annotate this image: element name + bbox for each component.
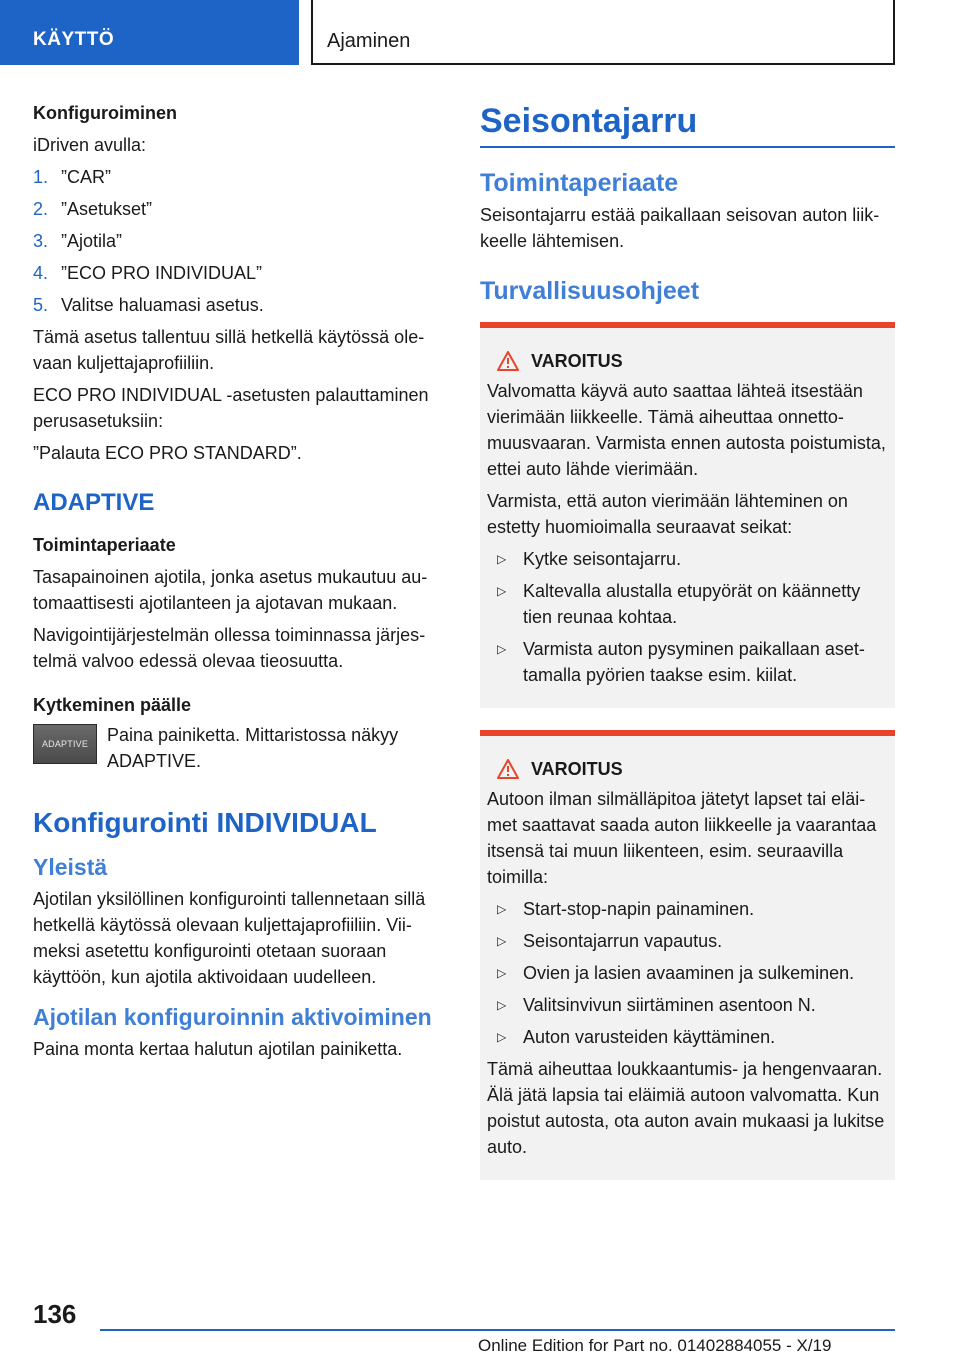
triangle-bullet-icon: ▷ bbox=[497, 902, 507, 916]
safety-heading: Turvallisuusohjeet bbox=[480, 277, 700, 305]
step-item bbox=[33, 292, 448, 318]
warning-triangle-icon bbox=[497, 759, 519, 779]
step-text: ”Asetukset” bbox=[61, 199, 153, 219]
warning-list bbox=[487, 546, 887, 688]
step-item bbox=[33, 196, 448, 222]
list-item-text: Varmista auton pysyminen paikallaan asettamalla pyörien taakse esim. kiilat. bbox=[523, 639, 865, 685]
list-item-text: Kytke seisontajarru. bbox=[523, 549, 682, 569]
left-column bbox=[33, 100, 448, 1068]
warning-title: VAROITUS bbox=[531, 759, 623, 779]
warning-paragraph: Valvomatta käyvä auto saattaa lähteä itsestään vierimään liikkeelle. Tämä aiheuttaa onnettomuusvaaran. Varmista ennen autosta poistumista, ettei auto lähde vierimään. bbox=[487, 381, 886, 479]
general-paragraph: Ajotilan yksilöllinen konfigurointi tallennetaan sillä hetkellä käytössä olevaan kuljettajaprofiiliin. Viimeksi asetettu konfigurointi otetaan suoraan käyttöön, kun ajotila aktivoidaan uudelleen. bbox=[33, 889, 426, 987]
right-principle-heading: Toimintaperiaate bbox=[480, 169, 679, 197]
config-paragraph-2: ECO PRO INDIVIDUAL -asetusten palauttaminen perusasetuksiin: bbox=[33, 385, 429, 431]
warning-paragraph: Autoon ilman silmälläpitoa jätetyt lapset tai eläimet saattavat saada auton liikkeelle ja vaarantaa itsensä tai muun liikenteen, esim. seuraavilla toimilla: bbox=[487, 789, 877, 887]
header-section bbox=[0, 0, 299, 65]
footer-edition: Online Edition for Part no. 01402884055 - X/19 bbox=[478, 1336, 832, 1355]
step-number: 3. bbox=[33, 231, 49, 251]
list-item-text: Valitsinvivun siirtäminen asentoon N. bbox=[523, 995, 816, 1015]
adaptive-button-image bbox=[33, 724, 97, 764]
triangle-bullet-icon: ▷ bbox=[497, 552, 507, 566]
step-item bbox=[33, 260, 448, 286]
warning-title: VAROITUS bbox=[531, 351, 623, 371]
header-chapter bbox=[311, 0, 895, 65]
header-chapter-label: Ajaminen bbox=[327, 30, 411, 52]
config-steps bbox=[33, 164, 448, 318]
warning-list bbox=[487, 896, 887, 1050]
adaptive-heading: ADAPTIVE bbox=[33, 489, 155, 516]
list-item bbox=[487, 960, 887, 986]
list-item-text: Kaltevalla alustalla etupyörät on käännetty tien reunaa kohtaa. bbox=[523, 581, 861, 627]
switch-on-text: Paina painiketta. Mittaristossa näkyy ADAPTIVE. bbox=[107, 725, 399, 771]
step-text: ”Ajotila” bbox=[61, 231, 123, 251]
triangle-bullet-icon: ▷ bbox=[497, 584, 507, 598]
list-item bbox=[487, 578, 887, 630]
section-title: Seisontajarru bbox=[480, 100, 895, 148]
right-principle-paragraph: Seisontajarru estää paikallaan seisovan auton liikkeelle lähtemisen. bbox=[480, 205, 880, 251]
list-item-text: Seisontajarrun vapautus. bbox=[523, 931, 723, 951]
general-heading: Yleistä bbox=[33, 854, 108, 880]
activate-heading: Ajotilan konfiguroinnin aktivoiminen bbox=[33, 1004, 432, 1030]
step-text: ”CAR” bbox=[61, 167, 111, 187]
activate-paragraph: Paina monta kertaa halutun ajotilan painiketta. bbox=[33, 1039, 403, 1059]
list-item bbox=[487, 546, 887, 572]
warning-box-1 bbox=[480, 322, 895, 708]
triangle-bullet-icon: ▷ bbox=[497, 1030, 507, 1044]
warning-title-row bbox=[487, 756, 887, 782]
warning-triangle-icon bbox=[497, 351, 519, 371]
warning-paragraph: Tämä aiheuttaa loukkaantumis- ja hengenvaaran. Älä jätä lapsia tai eläimiä autoon valvomatta. Kun poistut autosta, ota auton avain mukaasi ja lukitse auto. bbox=[487, 1059, 885, 1157]
list-item-text: Ovien ja lasien avaaminen ja sulkeminen. bbox=[523, 963, 855, 983]
right-column bbox=[480, 100, 895, 1202]
config-paragraph-1: Tämä asetus tallentuu sillä hetkellä käytössä olevaan kuljettajaprofiiliin. bbox=[33, 327, 425, 373]
principle-paragraph-1: Tasapainoinen ajotila, jonka asetus mukautuu automaattisesti ajotilanteen ja ajotavan mukaan. bbox=[33, 567, 428, 613]
triangle-bullet-icon: ▷ bbox=[497, 642, 507, 656]
warning-title-row bbox=[487, 348, 887, 374]
individual-heading: Konfigurointi INDIVIDUAL bbox=[33, 807, 377, 838]
list-item-text: Auton varusteiden käyttäminen. bbox=[523, 1027, 776, 1047]
header-section-label: KÄYTTÖ bbox=[33, 29, 115, 50]
config-heading: Konfiguroiminen bbox=[33, 103, 177, 123]
list-item bbox=[487, 928, 887, 954]
step-number: 1. bbox=[33, 167, 49, 187]
step-text: ”ECO PRO INDIVIDUAL” bbox=[61, 263, 263, 283]
step-item bbox=[33, 164, 448, 190]
step-number: 4. bbox=[33, 263, 49, 283]
footer-divider bbox=[100, 1329, 895, 1331]
page-number: 136 bbox=[33, 1299, 77, 1329]
step-number: 5. bbox=[33, 295, 49, 315]
config-intro: iDriven avulla: bbox=[33, 135, 147, 155]
triangle-bullet-icon: ▷ bbox=[497, 998, 507, 1012]
triangle-bullet-icon: ▷ bbox=[497, 934, 507, 948]
list-item-text: Start-stop-napin painaminen. bbox=[523, 899, 755, 919]
principle-paragraph-2: Navigointijärjestelmän ollessa toiminnassa järjestelmä valvoo edessä olevaa tieosuutta. bbox=[33, 625, 426, 671]
adaptive-button-label: ADAPTIVE bbox=[41, 739, 89, 749]
list-item bbox=[487, 992, 887, 1018]
list-item bbox=[487, 896, 887, 922]
triangle-bullet-icon: ▷ bbox=[497, 966, 507, 980]
warning-paragraph: Varmista, että auton vierimään lähteminen on estetty huomioimalla seuraavat seikat: bbox=[487, 491, 848, 537]
config-paragraph-3: ”Palauta ECO PRO STANDARD”. bbox=[33, 443, 302, 463]
step-text: Valitse haluamasi asetus. bbox=[61, 295, 264, 315]
step-number: 2. bbox=[33, 199, 49, 219]
step-item bbox=[33, 228, 448, 254]
list-item bbox=[487, 1024, 887, 1050]
list-item bbox=[487, 636, 887, 688]
switch-on-row bbox=[33, 722, 448, 780]
switch-on-heading: Kytkeminen päälle bbox=[33, 695, 192, 715]
principle-heading: Toimintaperiaate bbox=[33, 535, 176, 555]
warning-box-2 bbox=[480, 730, 895, 1180]
